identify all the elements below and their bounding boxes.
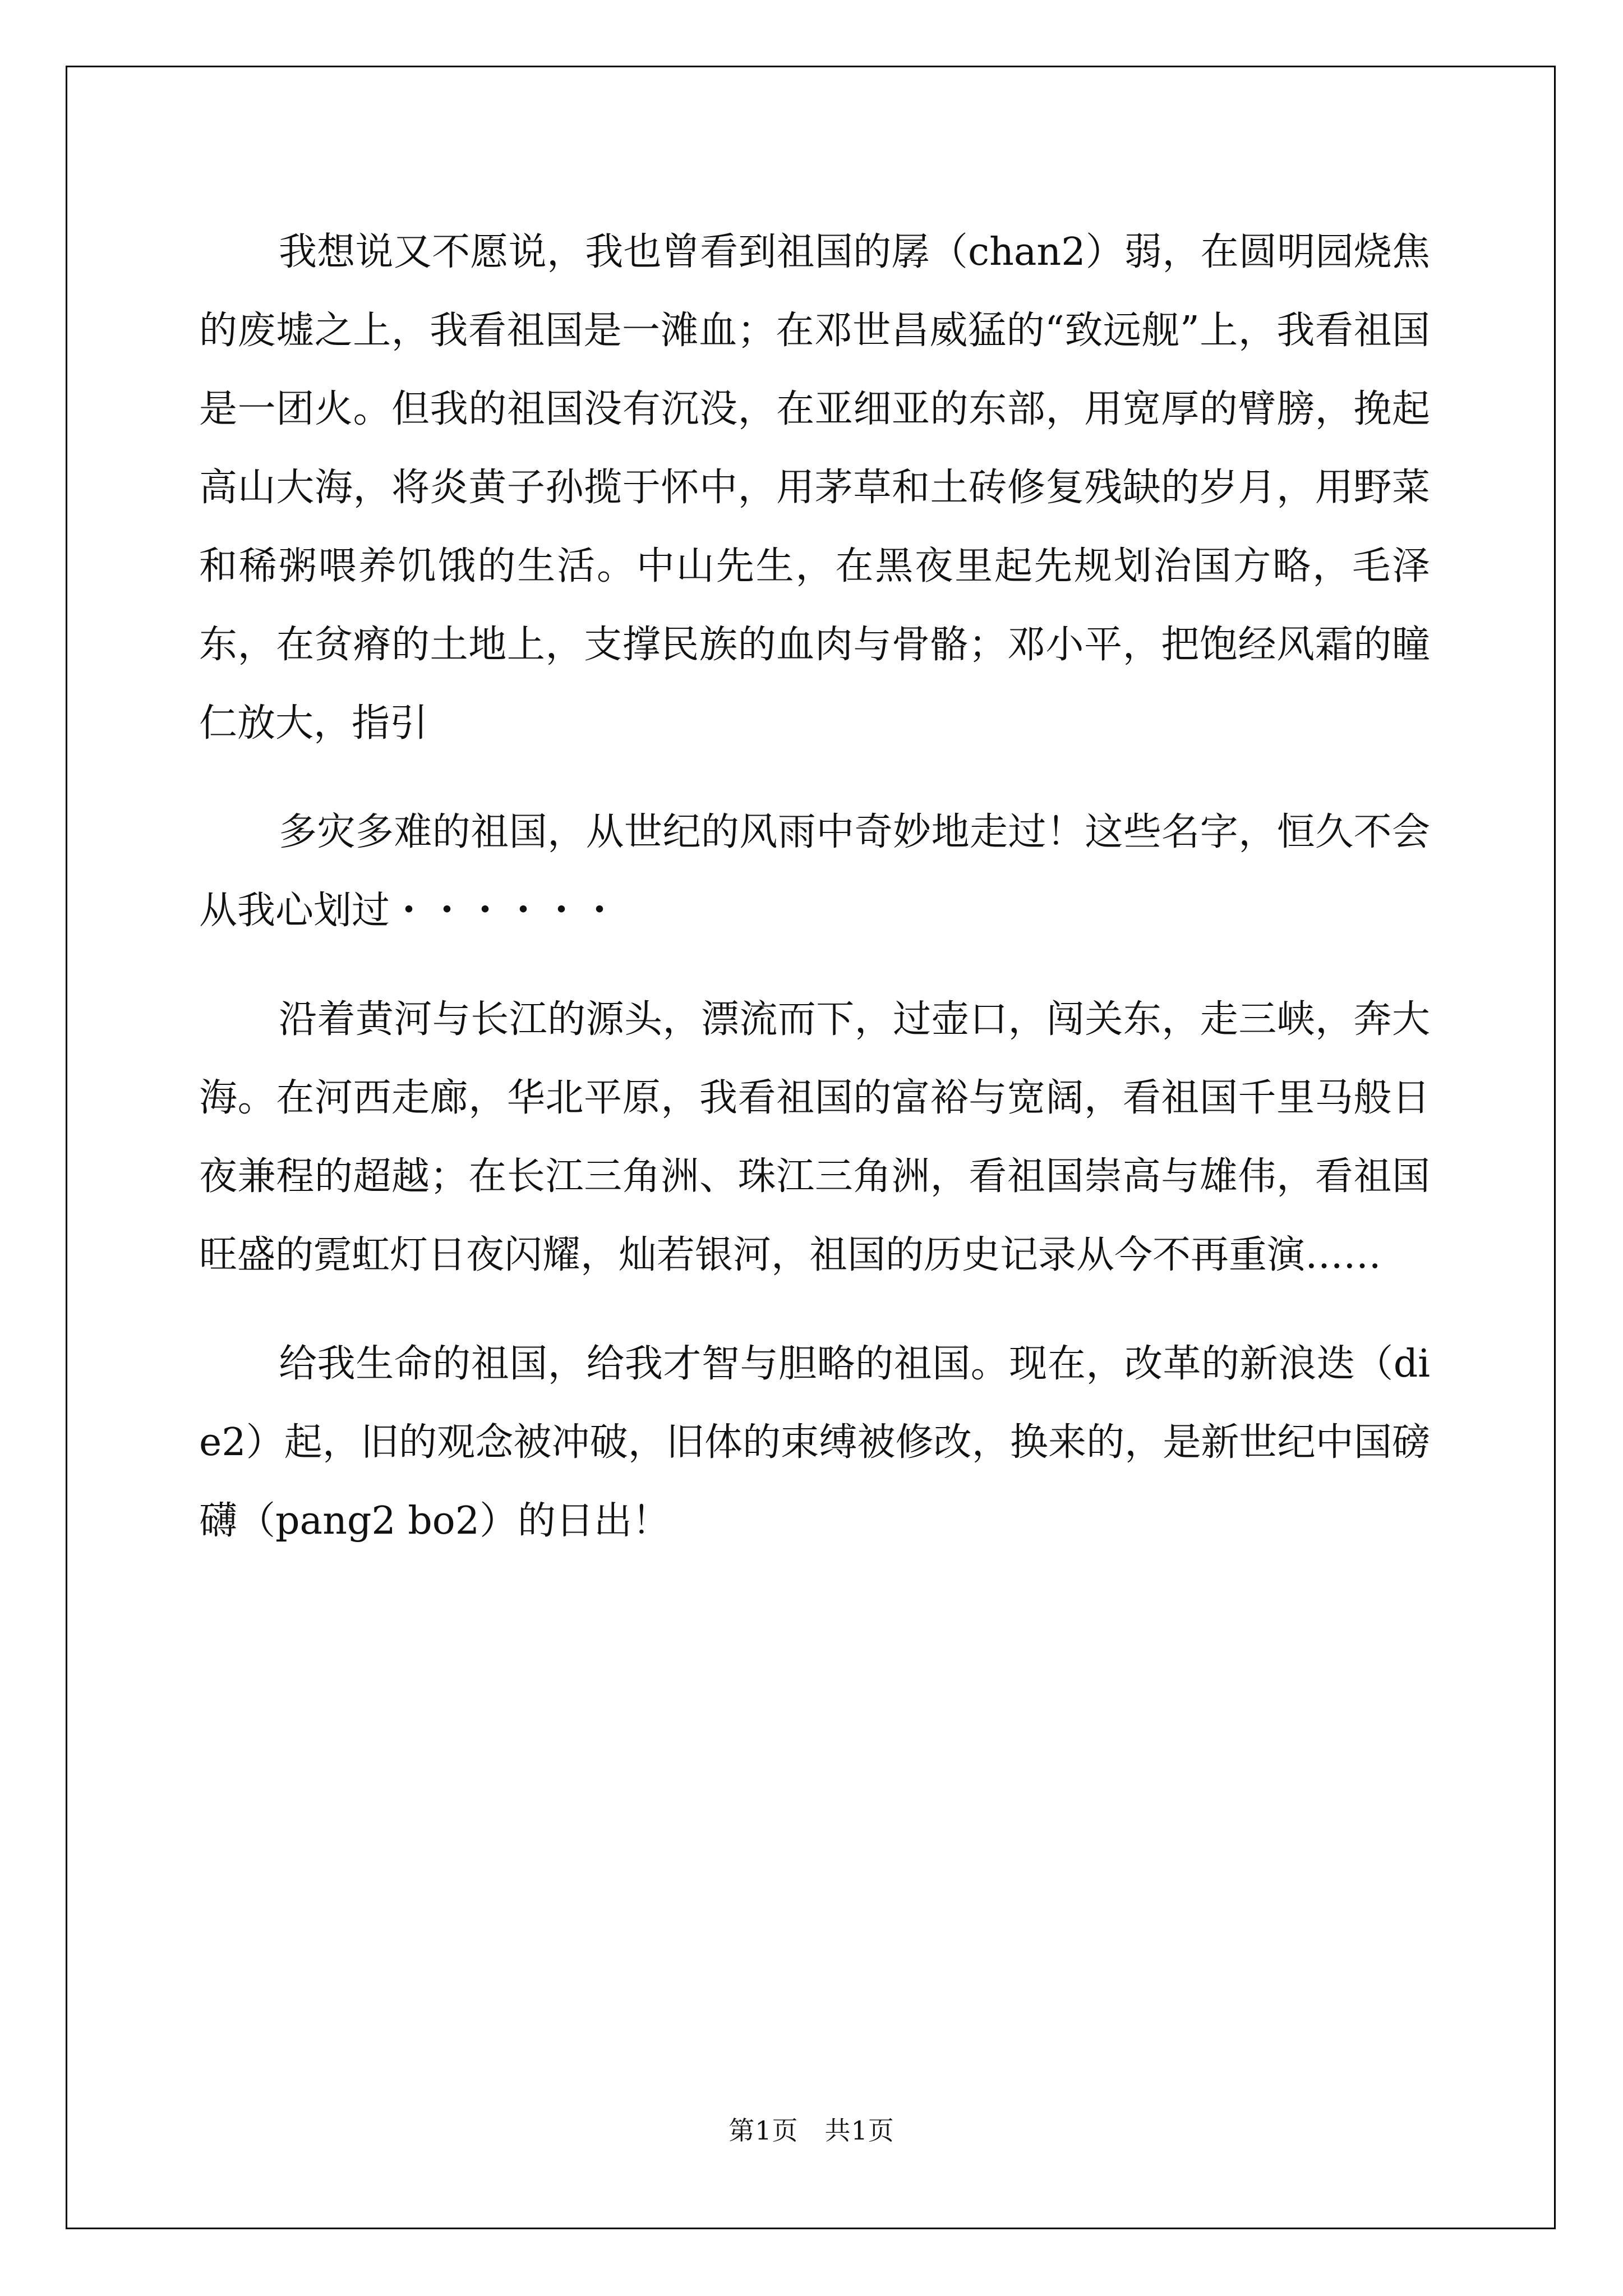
- page-number-footer: 第1页 共1页: [728, 2115, 895, 2146]
- paragraph-3: 沿着黄河与长江的源头，漂流而下，过壶口，闯关东，走三峡，奔大海。在河西走廊，华北平原，我看祖国的富裕与宽阔，看祖国千里马般日夜兼程的超越；在长江三角洲、珠江三角洲，看祖国崇高与雄伟，看祖国旺盛的霓虹灯日夜闪耀，灿若银河，祖国的历史记录从今不再重演……: [199, 997, 1430, 1277]
- document-body: [199, 213, 1430, 1591]
- paragraph-2: 多灾多难的祖国，从世纪的风雨中奇妙地走过！这些名字，恒久不会从我心划过・・・・・・: [199, 810, 1430, 933]
- paragraph-1: 我想说又不愿说，我也曾看到祖国的孱（chan2）弱，在圆明园烧焦的废墟之上，我看祖国是一滩血；在邓世昌威猛的“致远舰”上，我看祖国是一团火。但我的祖国没有沉没，在亚细亚的东部，用宽厚的臂膀，挽起高山大海，将炎黄子孙揽于怀中，用茅草和土砖修复残缺的岁月，用野菜和稀粥喂养饥饿的生活。中山先生，在黑夜里起先规划治国方略，毛泽东，在贫瘠的土地上，支撑民族的血肉与骨骼；邓小平，把饱经风霜的瞳仁放大，指引: [199, 230, 1430, 746]
- paragraph-4: 给我生命的祖国，给我才智与胆略的祖国。现在，改革的新浪迭（die2）起，旧的观念被冲破，旧体的束缚被修改，换来的，是新世纪中国磅礴（pang2 bo2）的日出！: [199, 1342, 1430, 1543]
